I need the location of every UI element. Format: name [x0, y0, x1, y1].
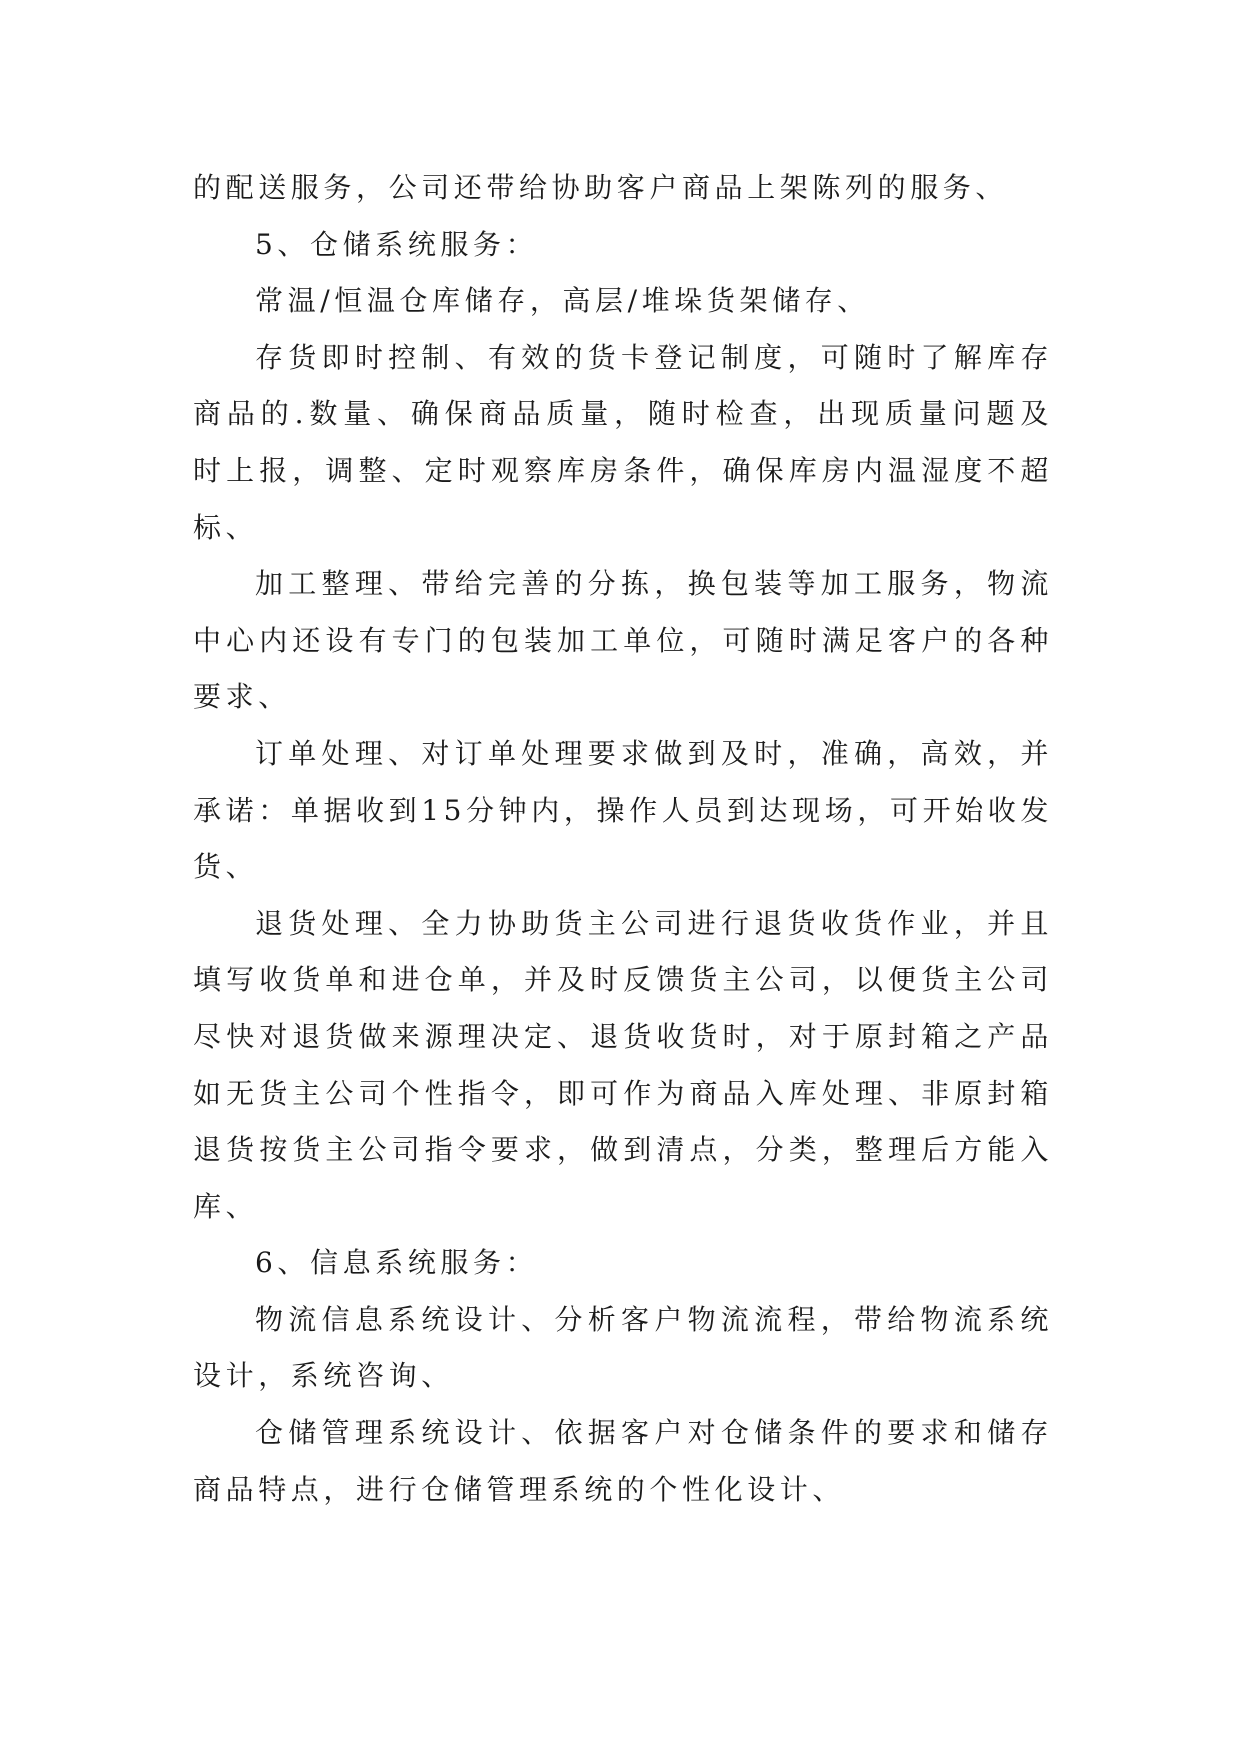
document-body	[193, 160, 1053, 1518]
paragraph-warehouse-management-system: 仓储管理系统设计、依据客户对仓储条件的要求和储存商品特点，进行仓储管理系统的个性化设计、	[193, 1416, 1053, 1506]
paragraph-inventory-control: 存货即时控制、有效的货卡登记制度，可随时了解库存商品的.数量、确保商品质量，随时检查，出现质量问题及时上报，调整、定时观察库房条件，确保库房内温湿度不超标、	[193, 340, 1053, 544]
paragraph-continued-delivery: 的配送服务，公司还带给协助客户商品上架陈列的服务、	[193, 171, 1009, 204]
heading-information-service: 6、信息系统服务：	[255, 1246, 539, 1280]
heading-warehouse-service: 5、仓储系统服务：	[255, 227, 539, 261]
paragraph-returns: 退货处理、全力协助货主公司进行退货收货作业，并且填写收货单和进仓单，并及时反馈货主公司，以便货主公司尽快对退货做来源理决定、退货收货时，对于原封箱之产品如无货主公司个性指令，即可作为商品入库处理、非原封箱退货按货主公司指令要求，做到清点，分类，整理后方能入库、	[193, 906, 1053, 1223]
paragraph-logistics-info-system: 物流信息系统设计、分析客户物流流程，带给物流系统设计，系统咨询、	[193, 1302, 1053, 1393]
paragraph-storage: 常温/恒温仓库储存，高层/堆垛货架储存、	[255, 284, 870, 318]
paragraph-order-processing: 订单处理、对订单处理要求做到及时，准确，高效，并承诺：单据收到15分钟内，操作人员到达现场，可开始收发货、	[193, 736, 1053, 884]
paragraph-processing: 加工整理、带给完善的分拣，换包装等加工服务，物流中心内还设有专门的包装加工单位，可随时满足客户的各种要求、	[193, 567, 1053, 714]
